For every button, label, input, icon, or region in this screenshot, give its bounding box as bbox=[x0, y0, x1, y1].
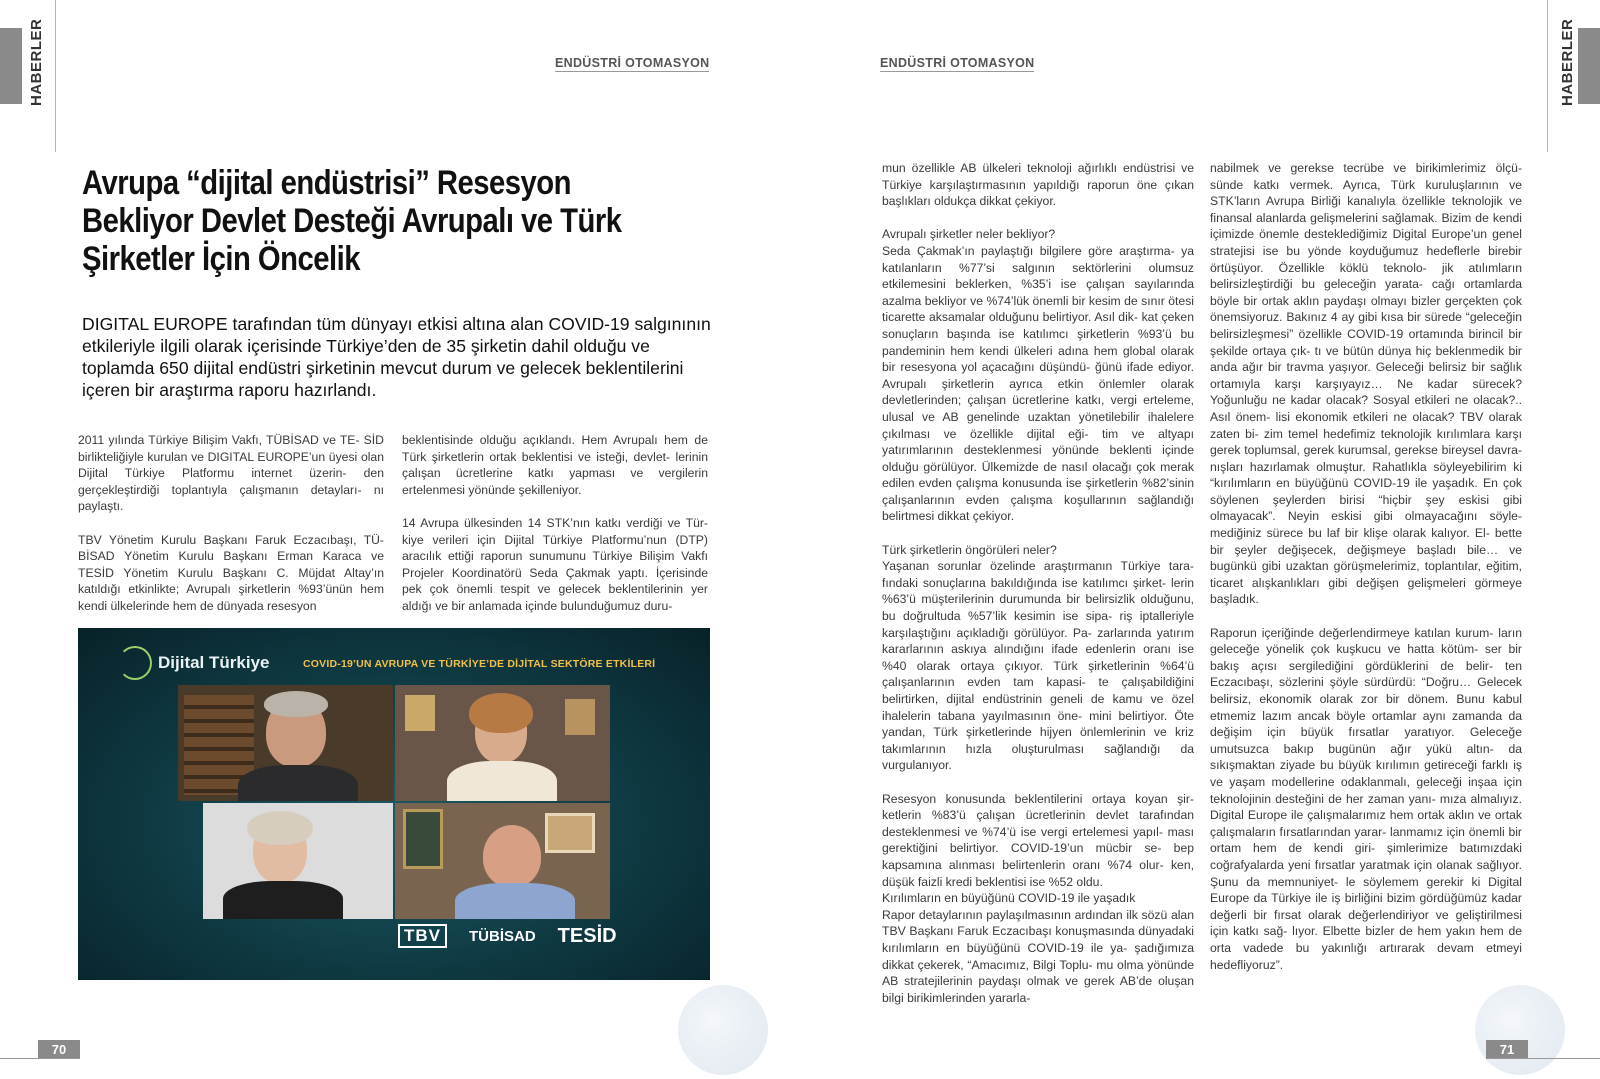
paragraph: nabilmek ve gerekse tecrübe ve birikimlerimiz ölçü- sünde katkı vermek. Ayrıca, Türk kuruluşlarının ve STK’ların Avrupa Birliği kanalıyla özellikle teknolojik ve finansal alanlarda gelişmelerini sağlamak. Bizim de kendi içimizde önemle desteklediğimiz Digital Europe’un genel stratejisi ise bu yönde koyduğumuz hedeflerle birebir örtüşüyor. Özellikle köklü teknolo- jik atılımların belirsizleştirdiği bu geleceğin yarata- cağı ortamlarda böyle bir ortak aklın paydaşı olmayı bizler gerçekten çok önemsiyoruz. Bakınız 4 ay gibi kısa bir sürede “geleceğin belirsizleşmesi” özellikle COVID-19 ortamında birincil bir şekilde ortaya çık- tı ve bütün dünya hiç beklenmedik bir anda ağır bir travma yaşıyor. Geleceği belirsiz bir sağlık ortamıyla karşı karşıyayız… Ne kadar sürecek? Yoğunluğu ne kadar olacak? Sosyal etkileri ne olacak?.. Asıl önem- lisi ekonomik etkileri ne olacak? TBV olarak zaten bi- zim temel hedefimiz teknolojik kırılımlara karşı gerek toplumsal, gerek kurumsal, gerekse bireysel davra- nışları hazırlamak olmuştur. Rahatlıkla söyleyebilirim ki “kırılımların en büyüğünü COVID-19 ile yaşadık. En çok söylenen şeylerden birisi “hiçbir şey eskisi gibi olmayacak”. Neyin eskisi gibi olmayacağını söyle- mediğiniz sürece bu laf bir klişe olarak kalıyor. El- bette bir şeyler değişecek, değişmeye başladı bile… ve bugünkü gibi uzaktan görüşmelerimiz, toplantılar, eğitim, ticaret alışkanlıkları gibi değişen gelişmeleri görmeye başladık. bbox=[1210, 161, 1522, 607]
text-column-2 bbox=[402, 432, 708, 615]
participant-hair bbox=[264, 691, 328, 717]
paragraph: Türk şirketlerin öngörüleri neler? Yaşanan sorunlar özelinde araştırmanın Türkiye tara- fındaki sonuçlarına bakıldığında ise katılımcı şirket- lerin %63’ü müşterilerinin durumunda bir belirsizlik olduğunu, bu doğrultuda %57’lik kesimin ise sipa- riş iptalleriyle karşılaştığını açıkladığı görülüyor. Pa- zarlarında yatırım kararlarının askıya alındığını ifade edenlerin oranı ise %40 olarak ortaya çıkıyor. Türk şirketlerinin %64’ü çalışanlarının evden tam kapasi- te çalışabildiğini belirtirken, dijital endüstrinin geneli de kamu ve özel ihalelerin tabana yayılmasının öne- mini belirtiyor. Öte yandan, Türk şirketlerinde hijyen önlemlerinin ve kriz takımlarının hızla oluşturulması sağlandığı da vurgulanıyor. bbox=[882, 542, 1194, 773]
footer-rule-left bbox=[0, 1058, 80, 1059]
picture-frame bbox=[565, 699, 595, 735]
tubisad-logo: TÜBİSAD bbox=[469, 927, 536, 945]
decorative-globe bbox=[678, 985, 768, 1075]
logo-text: Dijital Türkiye bbox=[158, 653, 270, 672]
participant-hair bbox=[247, 811, 313, 845]
participant-head bbox=[483, 825, 541, 887]
article-title: Avrupa “dijital endüstrisi” Resesyon Bekliyor Devlet Desteği Avrupalı ve Türk Şirketler İçin Öncelik bbox=[82, 164, 622, 278]
picture-frame bbox=[405, 695, 435, 731]
participant-tile-1 bbox=[178, 685, 393, 801]
photo-banner: COVID-19’UN AVRUPA VE TÜRKİYE’DE DİJİTAL SEKTÖRE ETKİLERİ bbox=[303, 658, 656, 670]
paragraph: Raporun içeriğinde değerlendirmeye katılan kurum- ların geleceğe yönelik çok kuşkucu ve hatta kötüm- ser bir bakış açısı sergilediğini gördüklerini de belir- ten Eczacıbaşı, sözlerini şöyle sürdürdü: “Doğru… Gelecek belirsiz, ekonomik olarak zor bir dönem. Bunu kabul etmemiz lazım ancak böyle ortamlar aynı zamanda da değişim için büyük fırsatlar yaratıyor. Geleceğe umutsuzca bakıp bugünün ağır yükü altın- da sıkışmaktan ziyade bu büyük kırılımın getireceği farklı iş ve yaşam modellerine odaklanmalı, geleceği inşaa için teknolojinin desteğini de her zaman yanı- mıza almalıyız. Digital Europe ile çalışmalarımız hem ortak aklın ve ortak çalışmaların fırsatlarından yarar- lanmamız için önemli bir ortam hem de kendi giri- şimlerimize batımızdaki coğrafyalarda yeni fırsatlar yaratmak için olanak sağlıyor. Şunu da memnuniyet- le söylemem gerekir ki Digital Europe da Türkiye ile iş birliğini bizim gördüğümüz kadar değerli bir fırsat olarak değerlendiriyor ve geliştirilmesi için katkı sağ- lıyor. Elbette bizler de hem yakın hem de orta vadede bu yakınlığı artırarak devam etmeyi hedefliyoruz”. bbox=[1210, 625, 1522, 972]
footer-logos bbox=[398, 924, 617, 948]
page-number-right: 71 bbox=[1486, 1040, 1528, 1058]
paragraph: 14 Avrupa ülkesinden 14 STK’nın katkı verdiği ve Tür- kiye verileri için Dijital Türkiye Platformu’nun (DTP) aracılık ettiği raporun sunumunu Türkiye Bilişim Vakfı Projeler Koordinatörü Seda Çakmak yaptı. İçerisinde pek çok önemli tespit ve gelecek beklentilerinin yer aldığı ve bir anlamada içinde bulunduğumuz duru- bbox=[402, 515, 708, 613]
paragraph: TBV Yönetim Kurulu Başkanı Faruk Eczacıbaşı, TÜ- BİSAD Yönetim Kurulu Başkanı Erman Karaca ve TESİD Yönetim Kurulu Başkanı C. Müjdat Altay’ın katıldığı etkinlikte; Avrupalı şirketlerin %93’ünün hem kendi ülkelerinde hem de dünyada resesyon bbox=[78, 532, 384, 613]
conference-photo bbox=[78, 628, 710, 980]
dijital-turkiye-logo bbox=[118, 646, 269, 680]
text-column-3 bbox=[882, 160, 1194, 1006]
participant-hair bbox=[469, 693, 533, 733]
margin-rule-left bbox=[55, 0, 56, 152]
participant-body bbox=[455, 883, 575, 919]
side-tab-left bbox=[0, 28, 22, 104]
side-label-left: HABERLER bbox=[28, 18, 45, 106]
section-header-right: ENDÜSTRİ OTOMASYON bbox=[880, 56, 1035, 70]
text-column-4 bbox=[1210, 160, 1522, 973]
paragraph: Avrupalı şirketler neler bekliyor? Seda Çakmak’ın paylaştığı bilgilere göre araştırma- ya katılanların %77’si salgının sektörlerini olumsuz etkilemesini beklerken, %35’i ise çalışan sayılarında azalma bekliyor ve %74’lük önemli bir kesim de sınır ötesi ticarette aksamalar olduğunu belirtiyor. Asıl dik- kat çeken sonuçların başında ise katılımcı şirketlerin %93’ü bu pandeminin hem kendi ülkeleri adına hem global olarak bir resesyona yol açacağını düşündü- ğünü ifade ediyor. Avrupalı şirketlerin ayrıca etkin önlemler olarak devletlerinden; çalışan ücretlerine katkı, vergi erteleme, ulusal ve AB genelinde uzaktan yönetilebilir ihalelere çıkılması ve özellikle dijital eği- tim ve altyapı yatırımlarının desteklenmesi yönünde beklenti içinde olduğu görülüyor. Ülkemizde de nasıl olacağı çok merak edilen evden çalışma konusunda ise şirketlerin %82’sinin çalışanlarının evden çalışma koşullarının sağlandığı belirtmesi dikkat çekiyor. bbox=[882, 227, 1194, 524]
participant-body bbox=[447, 761, 557, 801]
decorative-globe bbox=[1475, 985, 1565, 1075]
article-lead: DIGITAL EUROPE tarafından tüm dünyayı etkisi altına alan COVID-19 salgınının etkileriyle ilgili olarak içerisinde Türkiye’den de 35 şirketin dahil olduğu ve toplamda 650 dijital endüstri şirketinin mevcut durum ve gelecek beklentilerini içeren bir araştırma raporu hazırlandı. bbox=[82, 314, 711, 400]
paragraph: beklentisinde olduğu açıklandı. Hem Avrupalı hem de Türk şirketlerin ortak beklentisi ve isteği, devlet- lerinin çalışan ücretlerine katkı yapması ve vergilerin ertelenmesi yönünde şekilleniyor. bbox=[402, 433, 708, 497]
participant-tile-2 bbox=[395, 685, 610, 801]
side-tab-right bbox=[1578, 28, 1600, 104]
footer-rule-right bbox=[1486, 1058, 1600, 1059]
painting bbox=[403, 809, 443, 869]
section-header-left: ENDÜSTRİ OTOMASYON bbox=[555, 56, 710, 70]
painting bbox=[545, 813, 595, 853]
participant-body bbox=[223, 881, 343, 919]
participant-body bbox=[238, 765, 358, 801]
paragraph: Resesyon konusunda beklentilerini ortaya koyan şir- ketlerin %83’ü çalışan ücretlerinin devlet tarafından desteklenmesi ve %74’ü ise vergi ertelemesi yapıl- ması gerektiğini belirtiyor. COVID-19’un mücbir se- bep kapsamına alınması belirtenlerin oranı %74 olur- ken, düşük faizli kredi beklentisi ise %52 oldu. Kırılımların en büyüğünü COVID-19 ile yaşadık Rapor detaylarının paylaşılmasının ardından ilk sözü alan TBV Başkanı Faruk Eczacıbaşı konuşmasında dünyadaki kırılımların en büyüğünü COVID-19 ile ya- şadığımıza dikkat çekerek, “Amacımız, Bilgi Toplu- mu olma yönünde AB stratejilerinin paydaşı olmak ve gerek AB’de oluşan bilgi birikimlerinden yararla- bbox=[882, 791, 1194, 1005]
text-column-1 bbox=[78, 432, 384, 615]
logo-mark-icon bbox=[118, 646, 152, 680]
tbv-logo: TBV bbox=[398, 924, 447, 948]
paragraph: 2011 yılında Türkiye Bilişim Vakfı, TÜBİSAD ve TE- SİD birlikteliğiyle kurulan ve DIGITAL EUROPE’un üyesi olan Dijital Türkiye Platformu internet üzerin- den gerçekleştirdiği toplantıyla çalışmanın detayları- nı paylaştı. bbox=[78, 433, 384, 514]
page-number-left: 70 bbox=[38, 1040, 80, 1058]
side-label-right: HABERLER bbox=[1559, 18, 1576, 106]
tesid-logo: TESİD bbox=[557, 924, 617, 947]
paragraph: mun özellikle AB ülkeleri teknoloji ağırlıklı endüstrisi ve Türkiye karşılaştırmasının yapıldığı raporun öne çıkan başlıkları oldukça dikkat çekiyor. bbox=[882, 161, 1194, 209]
participant-tile-3 bbox=[203, 803, 393, 919]
margin-rule-right bbox=[1547, 0, 1548, 152]
participant-tile-4 bbox=[395, 803, 610, 919]
